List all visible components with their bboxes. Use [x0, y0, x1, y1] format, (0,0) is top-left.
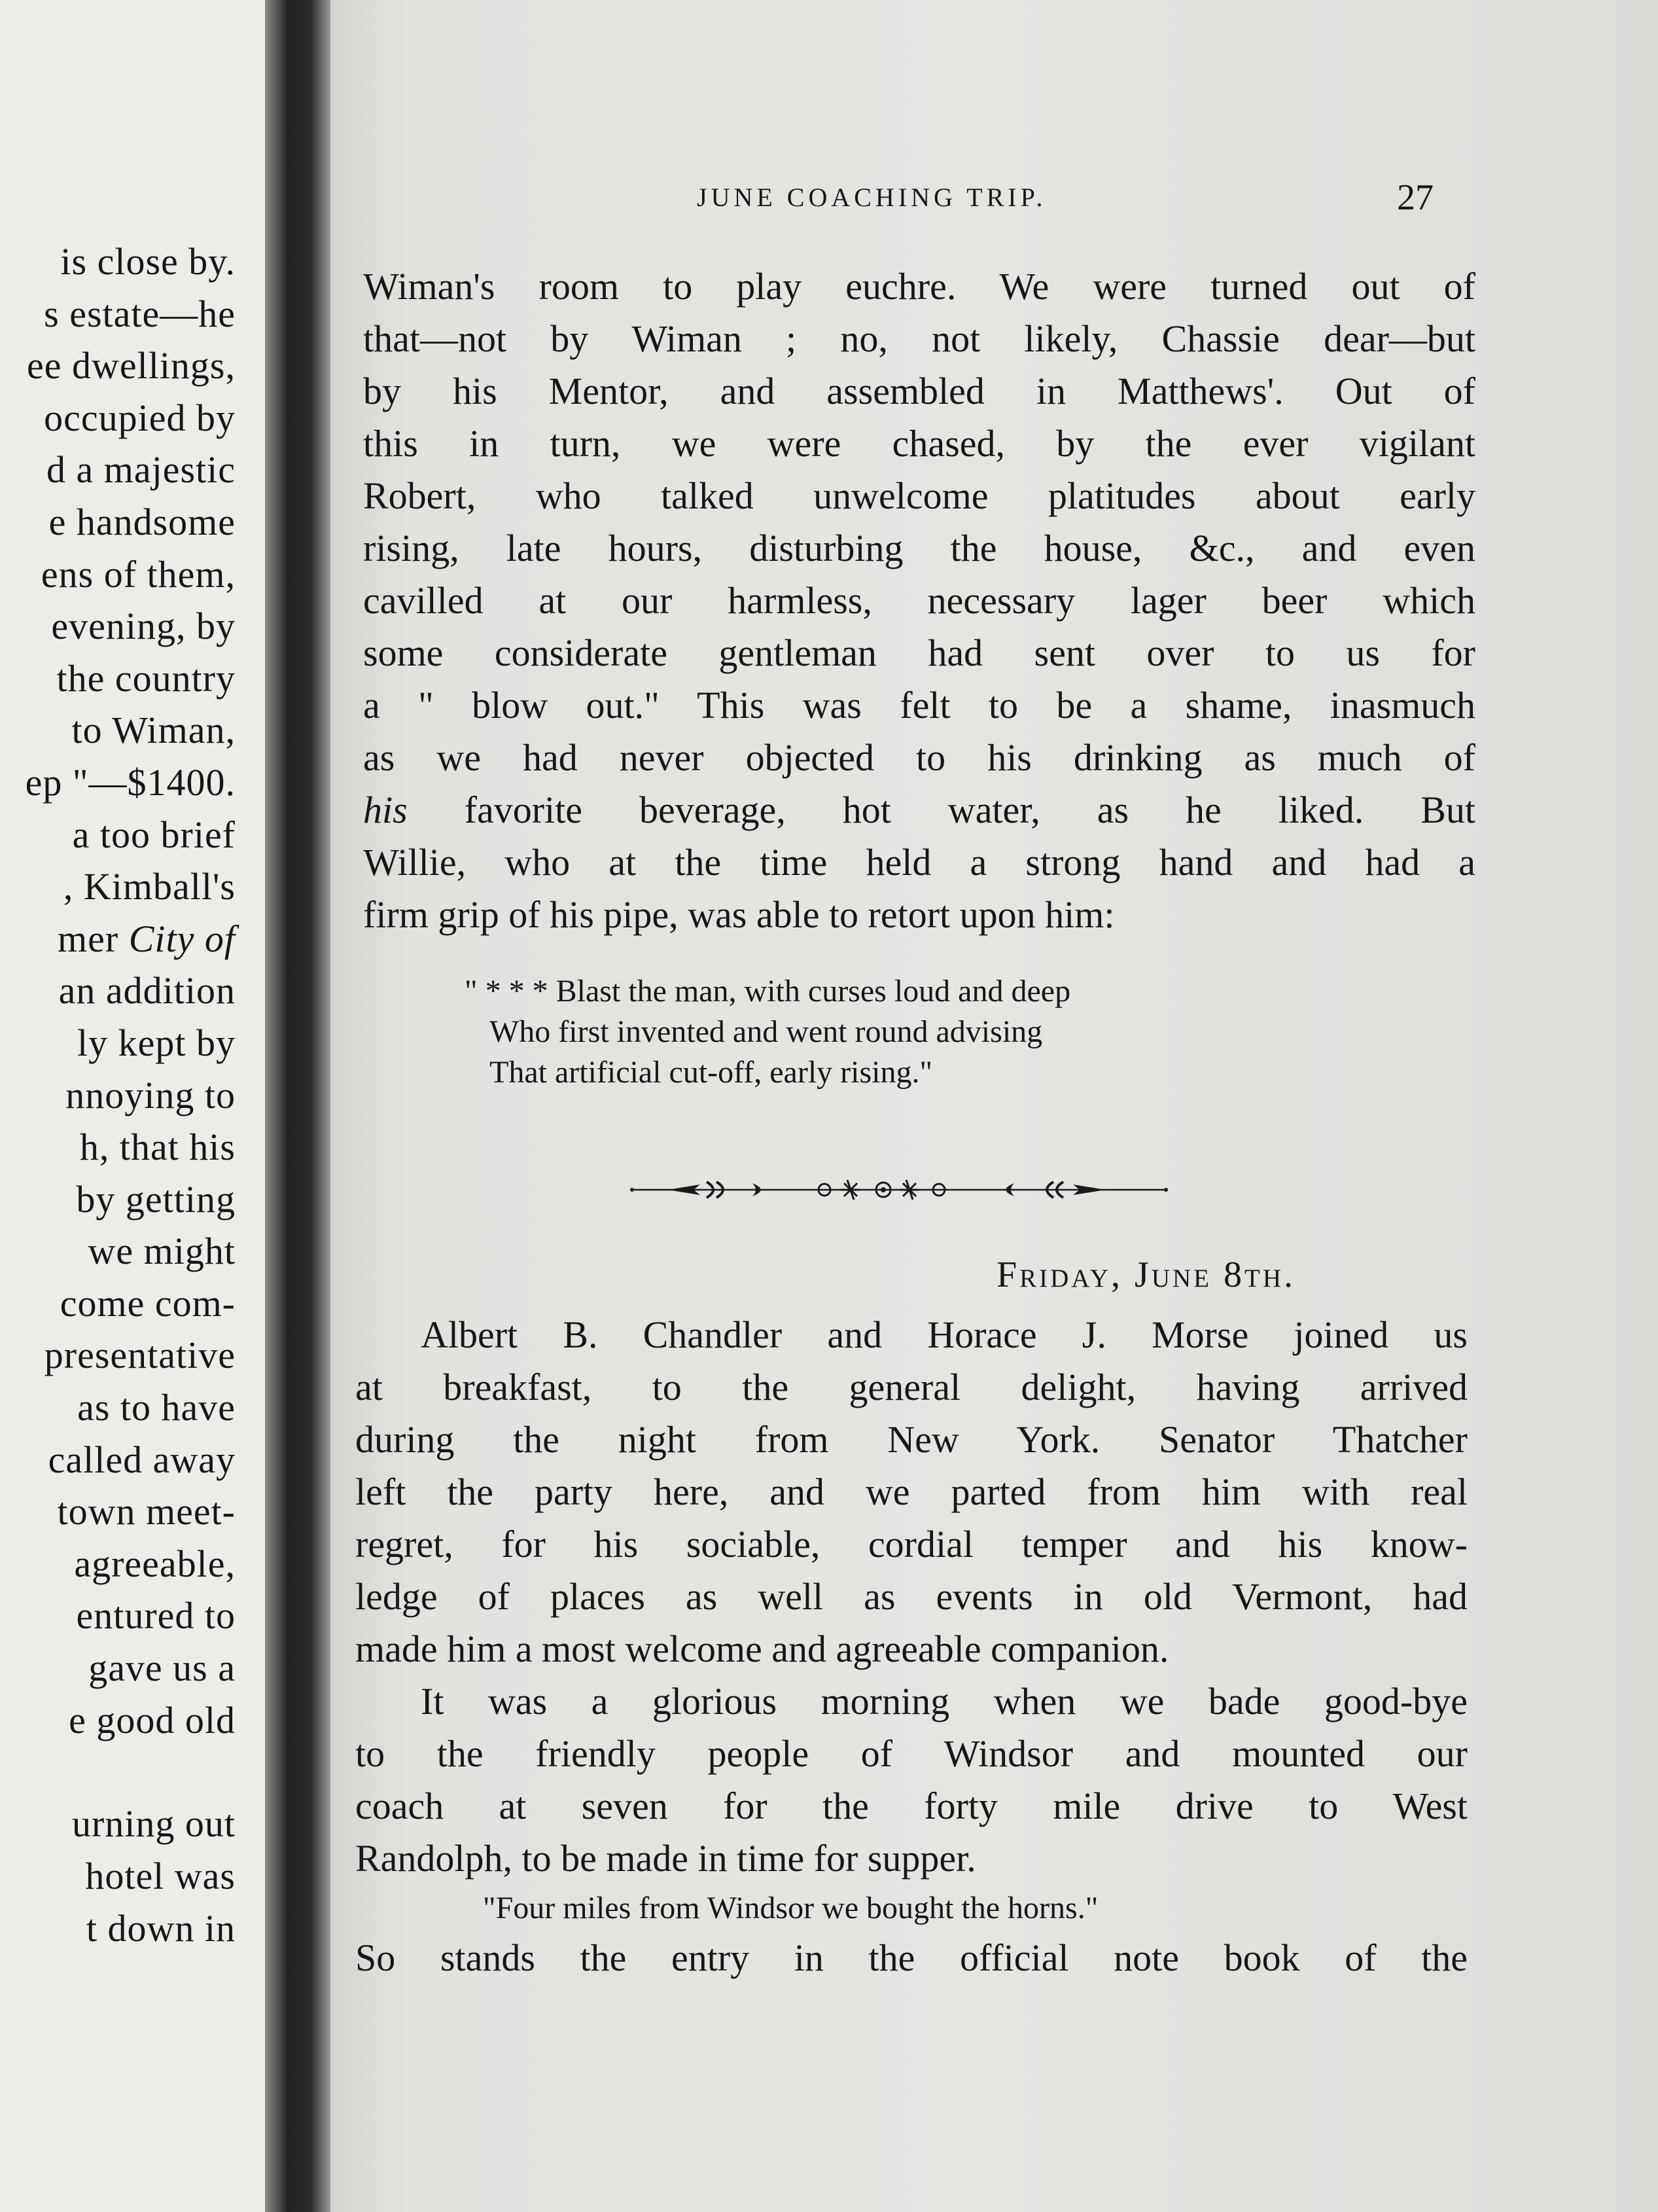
text-line: Robert, who talked unwelcome platitudes about early [363, 474, 1475, 517]
verse-quotation [465, 971, 1381, 1093]
left-page-line: come com- [60, 1281, 236, 1325]
left-page-line: a too brief [72, 813, 236, 856]
left-page-line: evening, by [51, 605, 236, 648]
text-line: So stands the entry in the official note book of the [355, 1936, 1468, 1979]
verse-line: Who first invented and went round advising [489, 1014, 1043, 1049]
text-line: Willie, who at the time held a strong hand and had a [363, 841, 1475, 883]
text-line: left the party here, and we parted from him with real [355, 1471, 1468, 1513]
left-page-line: ee dwellings, [26, 344, 236, 387]
text-line-with-italic [363, 784, 1475, 836]
verse-line: " * * * Blast the man, with curses loud and deep [465, 974, 1071, 1008]
paragraph-1 [363, 260, 1475, 941]
text-line: a " blow out." This was felt to be a shame, inasmuch [363, 684, 1475, 726]
text-line: firm grip of his pipe, was able to retort upon him: [363, 893, 1115, 936]
left-page-line: nnoying to [65, 1073, 236, 1116]
text-line: Wiman's room to play euchre. We were turned out of [363, 265, 1475, 308]
left-page-line: mer City of [58, 917, 236, 960]
text-line: during the night from New York. Senator Thatcher [355, 1418, 1468, 1461]
left-page-line: , Kimball's [63, 865, 236, 908]
text-line: cavilled at our harmless, necessary lager beer which [363, 579, 1475, 622]
running-head: JUNE COACHING TRIP. [697, 183, 1047, 212]
left-facing-page [0, 0, 275, 2212]
left-page-line: town meet- [57, 1490, 236, 1533]
left-page-line: e handsome [48, 500, 236, 543]
text-line: some considerate gentleman had sent over to us for [363, 632, 1475, 674]
text-line: It was a glorious morning when we bade good-bye [421, 1680, 1468, 1722]
left-page-line: an addition [58, 969, 236, 1012]
verse-line: That artificial cut-off, early rising." [489, 1055, 933, 1090]
date-heading: Friday, June 8th. [997, 1255, 1296, 1295]
left-page-line: t down in [86, 1906, 236, 1950]
left-page-line: presentative [44, 1334, 236, 1377]
book-gutter [265, 0, 330, 2212]
text-line: as we had never objected to his drinking as much of [363, 736, 1475, 779]
left-page-line: we might [88, 1230, 236, 1273]
quoted-entry: "Four miles from Windsor we bought the horns." [483, 1891, 1099, 1925]
text-line: at breakfast, to the general delight, having arrived [355, 1366, 1468, 1408]
left-page-line: s estate—he [44, 292, 236, 335]
page-number: 27 [1397, 177, 1434, 218]
italic-word: his [363, 789, 408, 831]
left-page-line: to Wiman, [71, 709, 236, 752]
text-line: ledge of places as well as events in old Vermont, had [355, 1575, 1468, 1618]
text-line: by his Mentor, and assembled in Matthews'. Out of [363, 370, 1475, 412]
text-line: rising, late hours, disturbing the house, &c., and even [363, 527, 1475, 569]
text-line: Albert B. Chandler and Horace J. Morse joined us [421, 1313, 1468, 1356]
text-line: Randolph, to be made in time for supper. [355, 1837, 976, 1880]
left-page-line: ly kept by [77, 1021, 236, 1064]
left-page-line: e good old [69, 1698, 236, 1741]
left-page-line: ens of them, [41, 552, 236, 596]
left-page-line: called away [48, 1438, 236, 1481]
left-page-line: h, that his [79, 1126, 236, 1169]
text-line: coach at seven for the forty mile drive to West [355, 1785, 1468, 1827]
left-page-line: is close by. [60, 240, 236, 283]
text-line: this in turn, we were chased, by the ever vigilant [363, 422, 1475, 465]
left-page-line: as to have [77, 1386, 236, 1429]
left-page-line: entured to [76, 1594, 236, 1637]
left-page-text [0, 236, 236, 1954]
text-line: that—not by Wiman ; no, not likely, Chassie dear—but [363, 317, 1475, 360]
left-page-line: agreeable, [74, 1542, 236, 1585]
left-page-line: ep "—$1400. [25, 760, 236, 804]
left-page-line: gave us a [88, 1647, 236, 1690]
paragraph-2-block [355, 1309, 1468, 1984]
left-page-line: hotel was [85, 1855, 236, 1898]
text-line: regret, for his sociable, cordial temper and his know- [355, 1523, 1468, 1565]
right-page [330, 0, 1658, 2212]
ornamental-divider [628, 1170, 1171, 1209]
text-line: made him a most welcome and agreeable companion. [355, 1628, 1169, 1670]
left-page-line: occupied by [44, 396, 236, 439]
left-page-line: the country [56, 656, 236, 700]
text-line: to the friendly people of Windsor and mounted our [355, 1732, 1468, 1775]
text-line-rest: favorite beverage, hot water, as he liked. But [407, 789, 1475, 831]
left-page-line: by getting [76, 1177, 236, 1221]
left-page-line: d a majestic [46, 448, 236, 491]
left-page-line: urning out [71, 1802, 236, 1846]
